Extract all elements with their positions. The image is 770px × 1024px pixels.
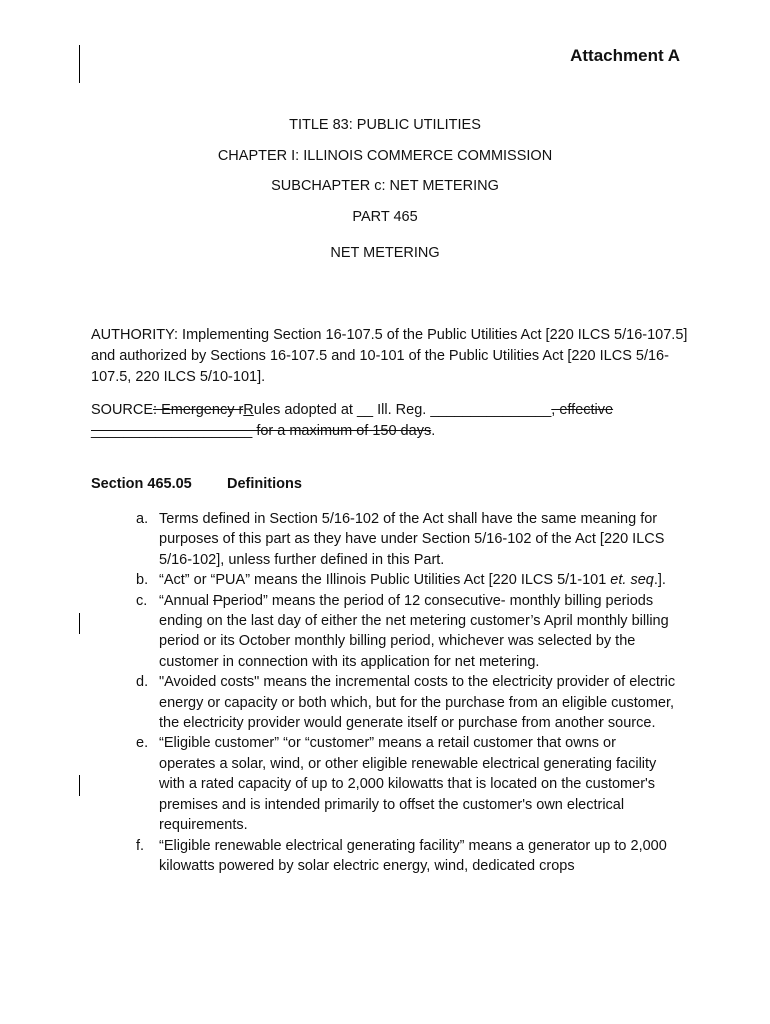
section-heading	[91, 476, 302, 492]
deleted-text: P	[213, 592, 223, 609]
attachment-label: Attachment A	[570, 46, 680, 65]
definition-item	[136, 591, 676, 673]
definition-item	[136, 733, 676, 835]
authority-paragraph: AUTHORITY: Implementing Section 16-107.5 of the Public Utilities Act [220 ILCS 5/16-107.5] and authorized by Sections 16-107.5 and 10-101 of the Public Utilities Act [220 ILCS 5/16-107.5, 220 ILCS 5/10-101].	[91, 327, 688, 385]
definition-text: “Annual	[159, 592, 214, 609]
source-text: ules adopted at __ Ill. Reg. _______________	[253, 402, 552, 418]
part-name-heading: NET METERING	[330, 245, 440, 261]
section-title: Definitions	[227, 476, 302, 492]
title-heading: TITLE 83: PUBLIC UTILITIES	[289, 117, 481, 133]
definition-text: “Eligible renewable electrical generating facility” means a generator up to 2,000 kilowatts powered by solar electric energy, wind, dedicated crops	[159, 837, 667, 874]
source-end: .	[431, 423, 436, 439]
deleted-text: , effective ____________________ for a maximum of 150 days	[91, 402, 614, 439]
definition-text: Terms defined in Section 5/16-102 of the Act shall have the same meaning for purposes of this part as they have under Section 5/16-102 of the Act [220 ILCS 5/16-102], unless further defined in this Part.	[159, 511, 665, 568]
revision-bar	[79, 45, 80, 83]
chapter-heading: CHAPTER I: ILLINOIS COMMERCE COMMISSION	[217, 148, 553, 164]
definition-item	[136, 672, 676, 733]
definition-text: period” means the period of 12 consecutive- monthly billing periods ending on the last day of either the net metering customer’s April monthly billing period or its October monthly billing period, whichever was selected by the customer in connection with its application for net metering.	[159, 592, 669, 670]
definition-text: "Avoided costs" means the incremental costs to the electricity provider of electric energy or capacity or both which, but for the purchase from an eligible customer, the electricity provider would generate itself or purchase from another source.	[159, 674, 676, 732]
inserted-text: R	[243, 402, 254, 418]
section-number: Section 465.05	[91, 476, 192, 492]
source-lead: SOURCE	[91, 402, 154, 418]
revision-bar	[79, 775, 80, 796]
definition-end: .].	[653, 572, 666, 589]
item-label: d.	[136, 674, 149, 691]
item-label: c.	[136, 592, 148, 609]
part-heading: PART 465	[352, 209, 418, 225]
item-label: b.	[136, 572, 149, 589]
item-label: f.	[136, 837, 145, 854]
definition-text: “Eligible customer” “or “customer” means a retail customer that owns or operates a solar, wind, or other eligible renewable electrical generating facility with a rated capacity of up to 2,000 kilowatts that is located on the customer's premises and is intended primarily to offset the customer's own electrical requirements.	[159, 735, 657, 834]
deleted-text: : Emergency r	[153, 402, 244, 418]
definition-text: “Act” or “PUA” means the Illinois Public Utilities Act [220 ILCS 5/1-101	[159, 572, 611, 589]
item-label: e.	[136, 735, 149, 752]
definitions-list	[136, 509, 676, 876]
italic-text: et. seq	[610, 572, 654, 589]
definition-item	[136, 509, 676, 570]
definition-item	[136, 570, 676, 590]
source-paragraph	[91, 400, 691, 442]
subchapter-heading: SUBCHAPTER c: NET METERING	[271, 178, 499, 194]
item-label: a.	[136, 511, 149, 527]
definition-item	[136, 836, 676, 877]
revision-bar	[79, 613, 80, 634]
